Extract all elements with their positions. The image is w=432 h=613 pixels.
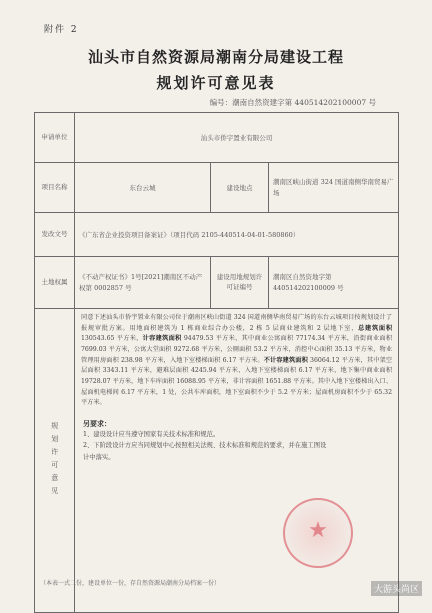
watermark: 大游头尚区	[371, 581, 422, 596]
opinion-label: 规划许可意见	[50, 421, 59, 500]
opinion-row	[35, 309, 399, 613]
project-name-value: 东台云城	[75, 163, 211, 213]
land-value: 《不动产权证书》1号[2021]潮南区不动产权第 0002857 号	[75, 257, 211, 309]
attachment-label: 附件 2	[44, 25, 79, 35]
opinion-text-e: 94479.53 平方米，其中商业公寓面积 77174.34 平方米，沿街商业面积 7699.03 平方米，公寓大堂面积 9272.68 平方米，公厕面积 53.2 平方米，消控中心面积 35.13 平方米，物业管理用房面积 238.98 平方米，入地下室楼梯面积 6.17 平方米。	[81, 335, 393, 364]
applicant-row	[35, 113, 399, 163]
opinion-text-c: 130543.65 平方米，	[81, 335, 143, 343]
filing-row	[35, 213, 399, 257]
document-title-line2: 规划许可意见表	[156, 74, 276, 92]
project-name-label: 项目名称	[35, 163, 75, 213]
opinion-label-cell	[35, 309, 75, 613]
permit-value: 潮南区自然资地字第 440514202100009 号	[269, 257, 399, 309]
filing-label: 发改文号	[35, 213, 75, 257]
serial-number: 编号：潮南自然资建字第 440514202100007 号	[209, 98, 376, 107]
filing-value: 《广东省企业投资项目备案证》（项目代码 2105-440514-04-01-580860）	[75, 213, 399, 257]
project-row	[35, 163, 399, 213]
requirement-item-1: 1、建设设计应当遵守国家有关技术标准和规范。	[83, 430, 220, 438]
land-row	[35, 257, 399, 309]
official-seal: ★	[283, 498, 353, 568]
applicant-label: 申请单位	[35, 113, 75, 163]
opinion-text-a: 同意下述汕头市侨宇置业有限公司位于潮南区峡山街道 324 国道南侧华南贸易广场的东台云城项目按规划设计了报规审批方案。用地面积建筑为 1 栋商业综合办公楼，2 栋 5 层商业建筑和 2 层地下室，	[81, 314, 393, 332]
opinion-total-area-label: 总建筑面积	[358, 324, 393, 332]
land-label: 土地权属	[35, 257, 75, 309]
location-label: 建设地点	[211, 163, 269, 213]
opinion-uncounted-area-label: 不计容建筑面积	[263, 356, 308, 364]
opinion-text-g: 36064.12 平方米，其中架空层面积 3343.11 平方米，避难层面积 4245.94 平方米，入地下室楼梯面积 6.17 平方米，地下集中商业面积 19728.07 平方米，地下车库面积 16088.95 平方米，非计容面积 1651.88 平方米。其中入地下室楼梯出入口、屋面机电梯间 6.17 平方米，1 处，公共车库面积，地下室面积不少于 5.2 平方米；屋面机房面积不少于 65.32 平方米。	[81, 356, 393, 407]
applicant-value: 汕头市侨宇置业有限公司	[75, 113, 399, 163]
requirement-item-2: 2、下阶段设计方应当同规划中心按照相关法规、技术标准和规范的要求，并在施工图设计中落实。	[83, 442, 327, 461]
footer-note: （本表一式二份，建设单位一份，存自然资源局潮南分局档案一份）	[40, 580, 221, 587]
opinion-text	[75, 309, 398, 411]
opinion-cell	[75, 309, 399, 613]
permit-label: 建设用地规划许可证编号	[211, 257, 269, 309]
document-title-line1: 汕头市自然资源局潮南分局建设工程	[87, 48, 344, 66]
location-value: 潮南区峡山街道 324 国道南侧华南贸易广场	[269, 163, 399, 213]
opinion-counted-area-label: 计容建筑面积	[142, 335, 182, 343]
requirements-heading: 另要求：	[83, 418, 111, 428]
